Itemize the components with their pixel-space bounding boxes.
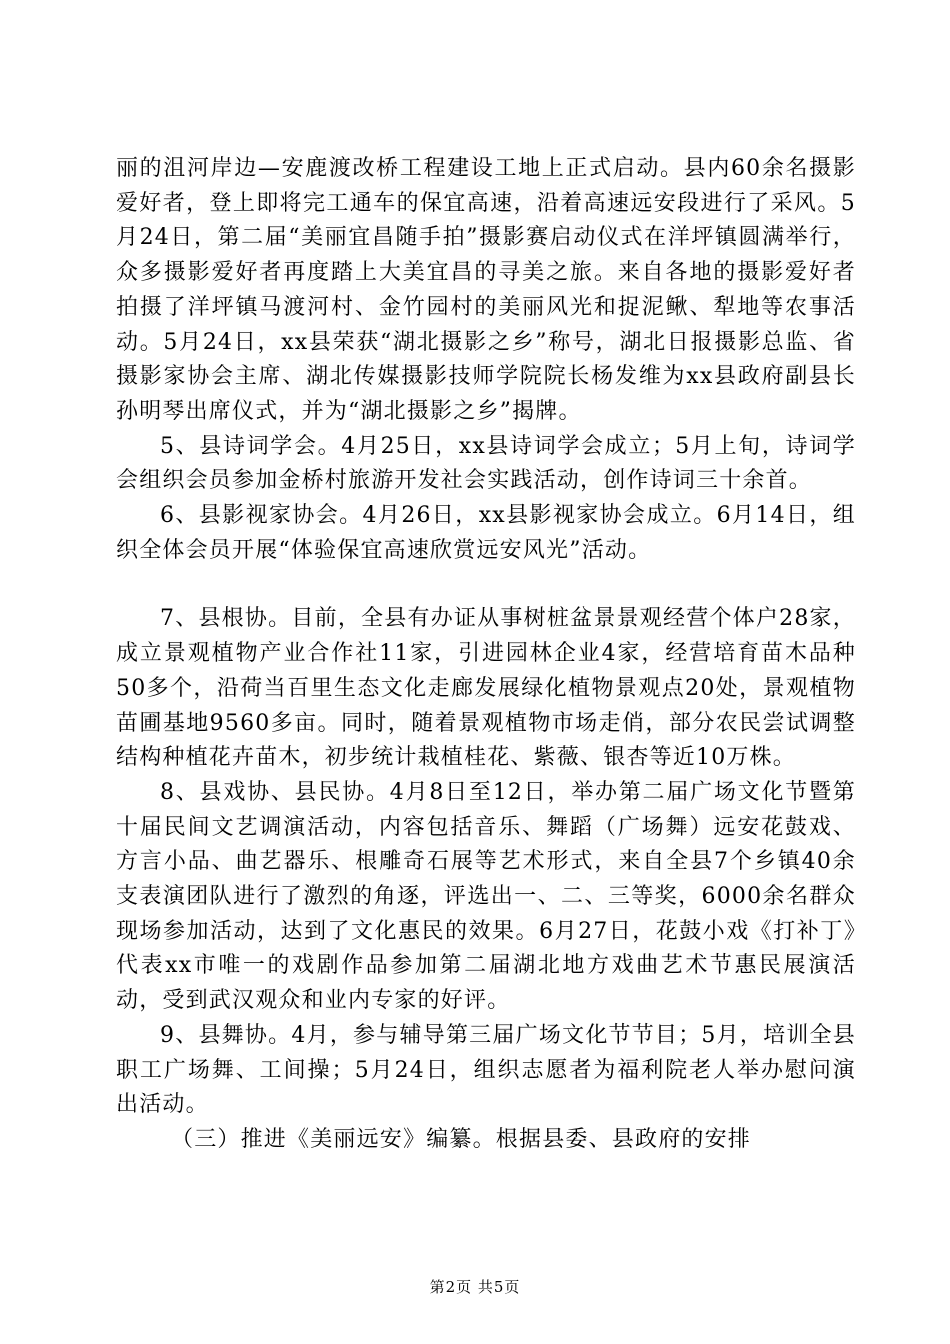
- page-footer: 第2页 共5页: [429, 1278, 521, 1296]
- paragraph-photography-continued: 丽的沮河岸边—安鹿渡改桥工程建设工地上正式启动。县内60余名摄影爱好者，登上即将完工通车的保宜高速，沿着高速远安段进行了采风。5月24日，第二届“美丽宜昌随手拍”摄影赛启动仪式在洋坪镇圆满举行，众多摄影爱好者再度踏上大美宜昌的寻美之旅。来自各地的摄影爱好者拍摄了洋坪镇马渡河村、金竹园村的美丽风光和捉泥鳅、犁地等农事活动。5月24日，xx县荣获“湖北摄影之乡”称号，湖北日报摄影总监、省摄影家协会主席、湖北传媒摄影技师学院院长杨发维为xx县政府副县长孙明琴出席仪式，并为“湖北摄影之乡”揭牌。: [116, 156, 856, 424]
- paragraph-opera-folk-association: 8、县戏协、县民协。4月8日至12日，举办第二届广场文化节暨第十届民间文艺调演活动，内容包括音乐、舞蹈（广场舞）远安花鼓戏、方言小品、曲艺器乐、根雕奇石展等艺术形式，来自全县7个乡镇40余支表演团队进行了激烈的角逐，评选出一、二、三等奖，6000余名群众现场参加活动，达到了文化惠民的效果。6月27日，花鼓小戏《打补丁》代表xx市唯一的戏剧作品参加第二届湖北地方戏曲艺术节惠民展演活动，受到武汉观众和业内专家的好评。: [116, 779, 856, 1014]
- paragraph-dance-association: 9、县舞协。4月，参与辅导第三届广场文化节节目；5月，培训全县职工广场舞、工间操；5月24日，组织志愿者为福利院老人举办慰问演出活动。: [116, 1022, 856, 1118]
- paragraph-section-three: （三）推进《美丽远安》编纂。根据县委、县政府的安排: [171, 1126, 752, 1152]
- paragraph-film-association: 6、县影视家协会。4月26日，xx县影视家协会成立。6月14日，组织全体会员开展“体验保宜高速欣赏远安风光”活动。: [116, 503, 856, 563]
- paragraph-poetry-society: 5、县诗词学会。4月25日，xx县诗词学会成立；5月上旬，诗词学会组织会员参加金桥村旅游开发社会实践活动，创作诗词三十余首。: [116, 433, 856, 494]
- document-body: [116, 152, 856, 1158]
- paragraph-root-carving-association: 7、县根协。目前，全县有办证从事树桩盆景景观经营个体户28家，成立景观植物产业合作社11家，引进园林企业4家，经营培育苗木品种50多个，沿荷当百里生态文化走廊发展绿化植物景观点20处，景观植物苗圃基地9560多亩。同时，随着景观植物市场走俏，部分农民尝试调整结构种植花卉苗木，初步统计栽植桂花、紫薇、银杏等近10万株。: [116, 606, 856, 771]
